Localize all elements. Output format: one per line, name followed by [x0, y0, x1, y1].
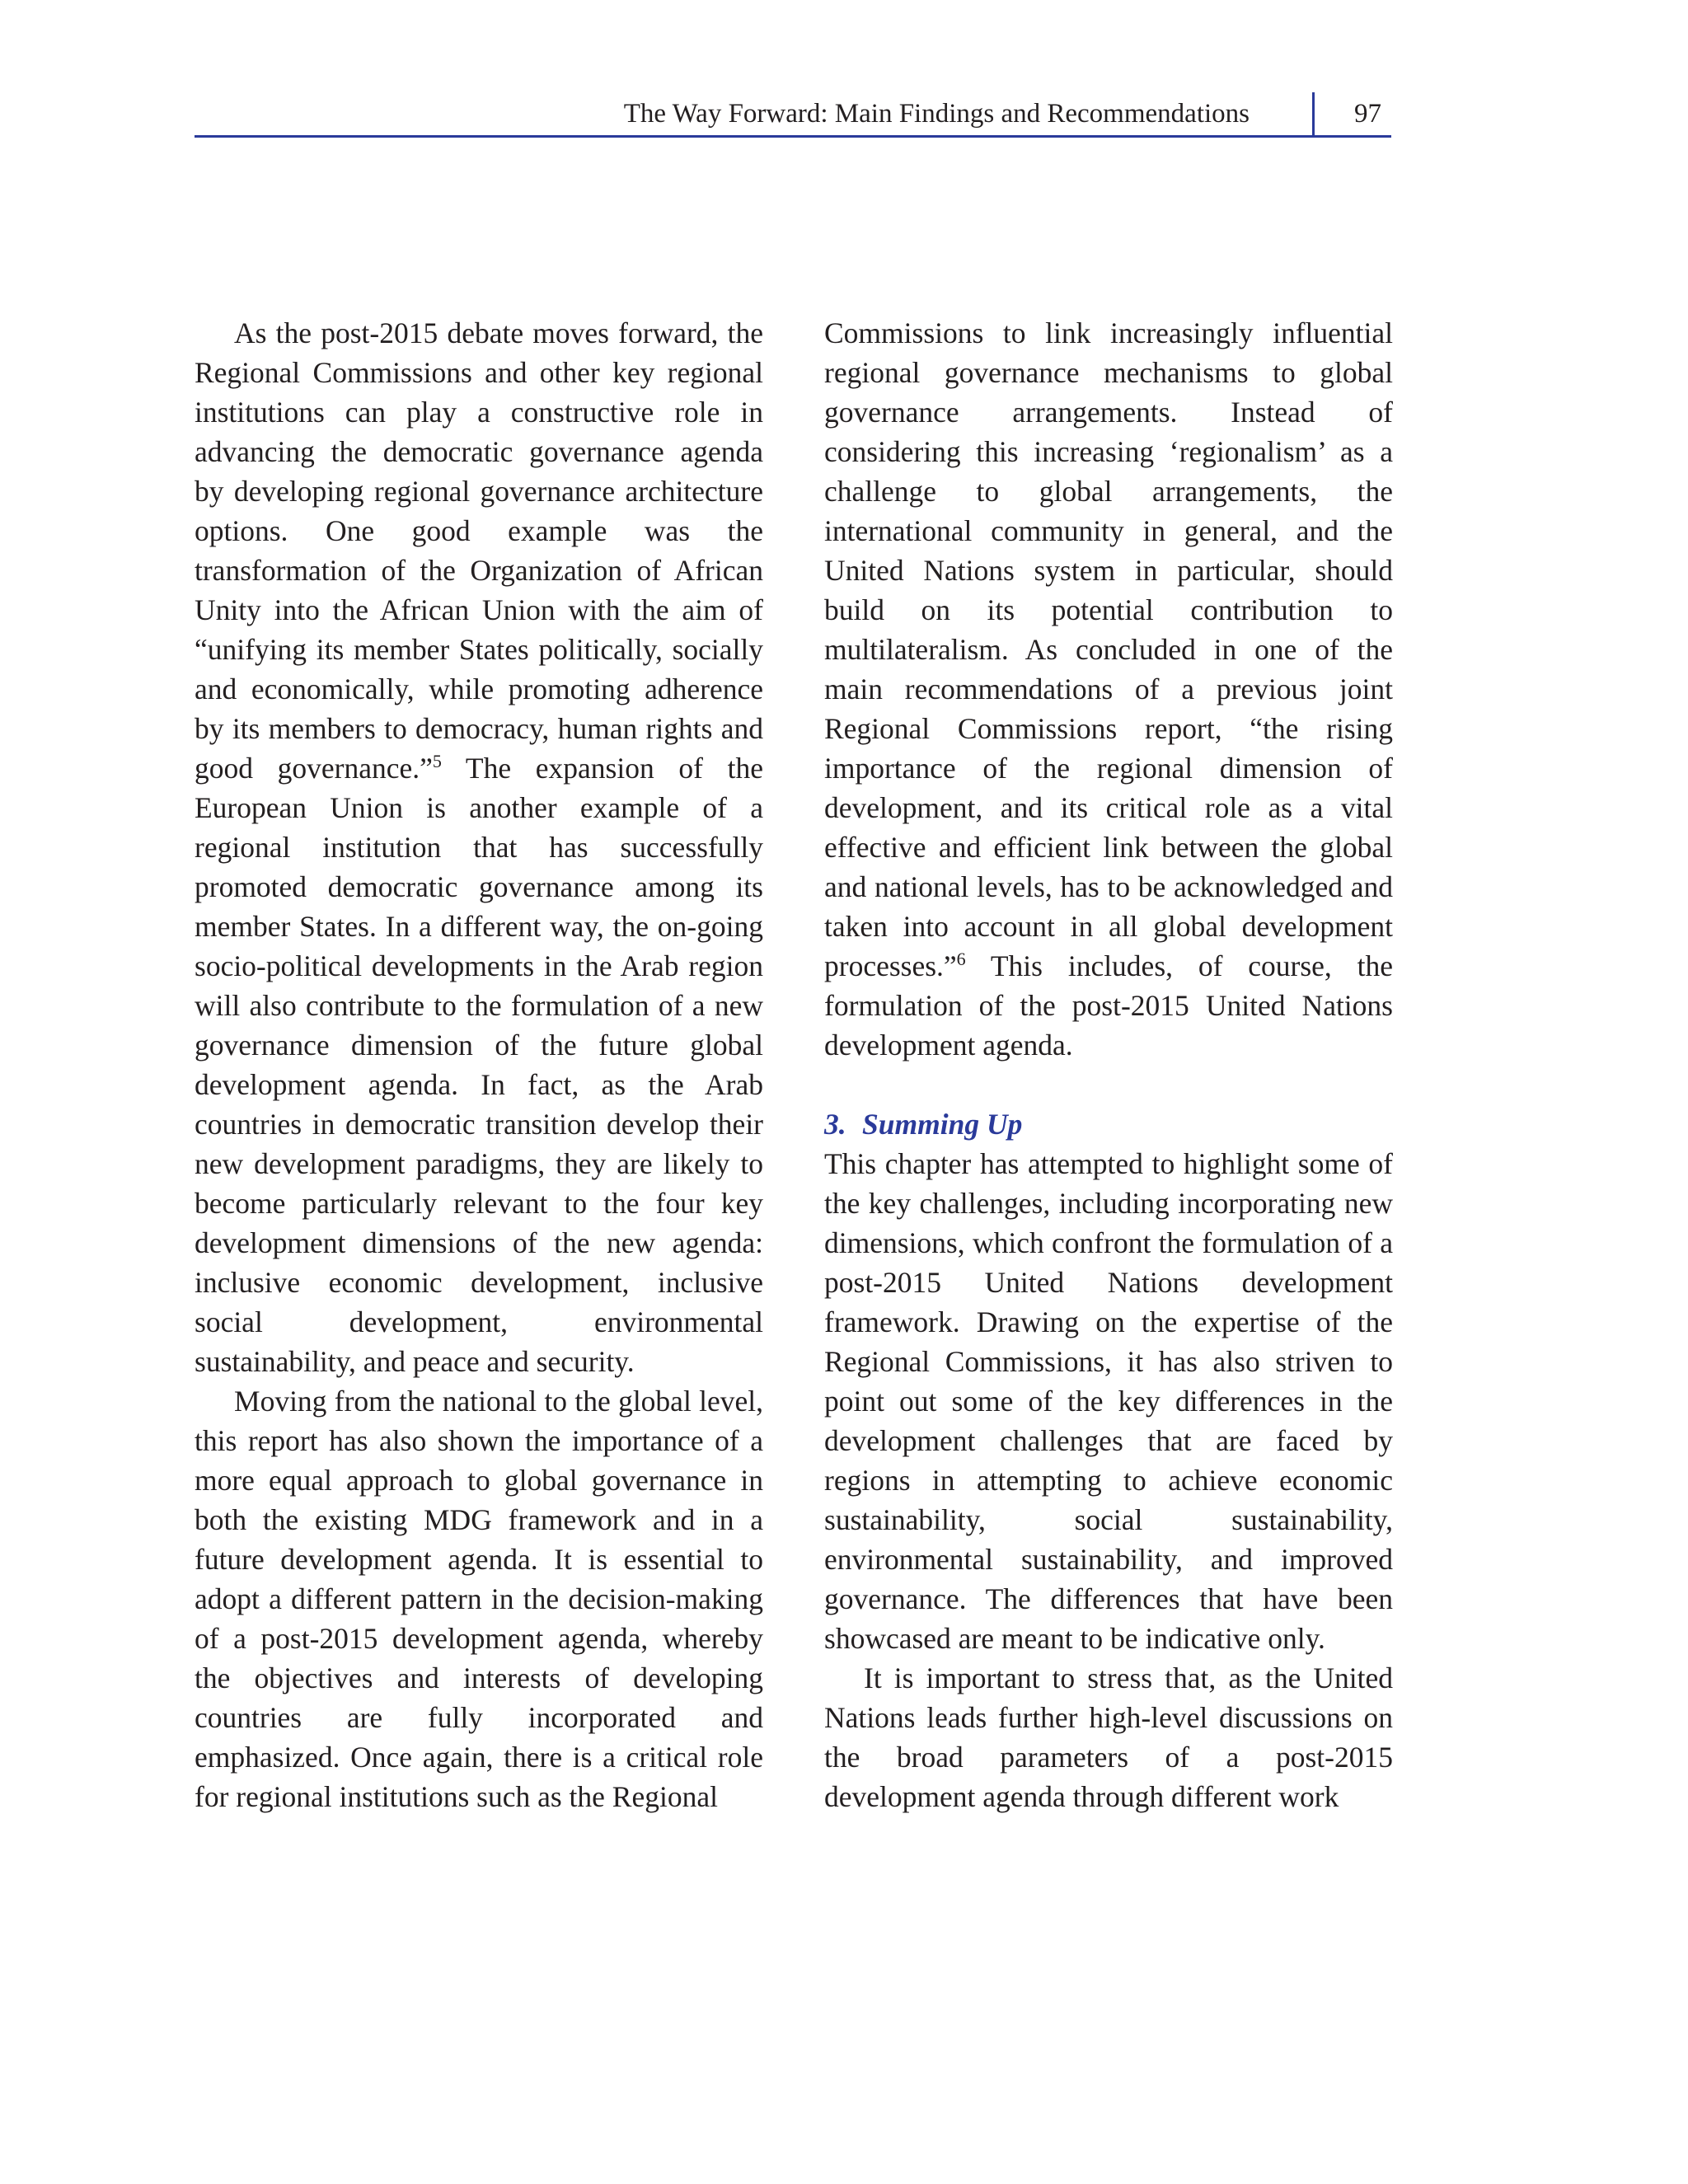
footnote-marker-6[interactable]: 6	[956, 949, 966, 970]
section-title: Summing Up	[862, 1108, 1023, 1141]
paragraph-text: This includes, of course, the formulation of the post-2015 United Nations development agenda.	[824, 949, 1393, 1062]
running-header	[195, 92, 1391, 138]
running-header-title: The Way Forward: Main Findings and Recommendations	[623, 99, 1250, 129]
paragraph-text: As the post-2015 debate moves forward, the Regional Commissions and other key regional institutions can play a constructive role in advancing the democratic governance agenda by developing regional governance architecture options. One good example was the transformation of the Organization of African Unity into the African Union with the aim of “unifying its member States politically, socially and economically, while promoting adherence by its members to democracy, human rights and good governance.”	[195, 316, 763, 785]
paragraph-chapter-summary: This chapter has attempted to highlight some of the key challenges, including incorporating new dimensions, which confront the formulation of a post-2015 United Nations development framework. Drawing on the expertise of the Regional Commissions, it has also striven to point out some of the key differences in the development challenges that are faced by regions in attempting to achieve economic sustainability, social sustainability, environmental sustainability, and improved governance. The differences that have been showcased are meant to be indicative only.	[824, 1147, 1393, 1655]
header-rule	[195, 135, 1391, 138]
paragraph-global-governance: Moving from the national to the global level, this report has also shown the importance of a more equal approach to global governance in both the existing MDG framework and in a future development agenda. It is essential to adopt a different pattern in the decision-making of a post-2015 development agenda, whereby the objectives and interests of developing countries are fully incorporated and emphasized. Once again, there is a critical role for regional institutions such as the Regional	[195, 1385, 763, 1813]
left-column	[195, 313, 763, 1816]
paragraph-text: The expansion of the European Union is another example of a regional institution that has successfully promoted democratic governance among its member States. In a different way, the on-going socio-political developments in the Arab region will also contribute to the formulation of a new governance dimension of the future global development agenda. In fact, as the Arab countries in democratic transition develop their new development paradigms, they are likely to become particularly relevant to the four key development dimensions of the new agenda: inclusive economic development, inclusive social development, environmental sustainability, and peace and security.	[195, 752, 764, 1378]
footnote-marker-5[interactable]: 5	[432, 751, 442, 772]
paragraph-multilateralism	[824, 313, 1393, 1065]
page-number: 97	[1354, 99, 1381, 129]
section-number: 3.	[824, 1108, 846, 1141]
paragraph-high-level-discussions: It is important to stress that, as the United Nations leads further high-level discussions on the broad parameters of a post-2015 development agenda through different work	[824, 1661, 1393, 1813]
paragraph-regional-governance	[195, 313, 763, 1381]
section-heading-summing-up	[824, 1104, 1393, 1144]
header-divider	[1312, 92, 1315, 137]
right-column	[824, 313, 1393, 1816]
paragraph-text: Commissions to link increasingly influential regional governance mechanisms to global governance arrangements. Instead of considering this increasing ‘regionalism’ as a challenge to global arrangements, the international community in general, and the United Nations system in particular, should build on its potential contribution to multilateralism. As concluded in one of the main recommendations of a previous joint Regional Commissions report, “the rising importance of the regional dimension of development, and its critical role as a vital effective and efficient link between the global and national levels, has to be acknowledged and taken into account in all global development processes.”	[824, 316, 1393, 982]
